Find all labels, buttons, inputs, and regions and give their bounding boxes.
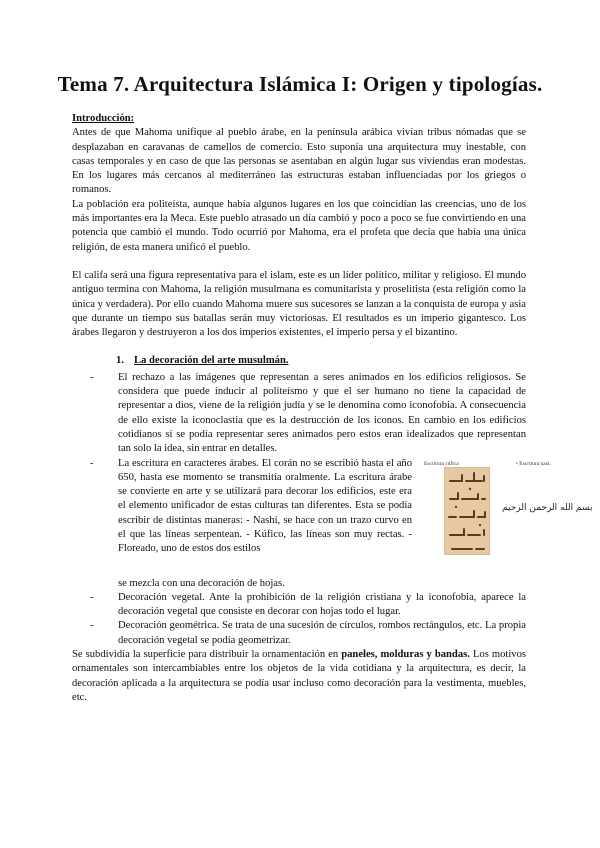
list-dash: - (90, 591, 94, 603)
calligraphy-figure (420, 457, 593, 577)
figure-caption-naskhi: • Escritura nasí. (516, 460, 551, 467)
list-item-text-continued: se mezcla con una decoración de hojas. (118, 577, 285, 589)
list-dash: - (90, 620, 94, 632)
spacer (72, 255, 526, 269)
page-title: Tema 7. Arquitectura Islámica I: Origen y tipologías. (57, 72, 543, 96)
document-body (72, 112, 593, 705)
decoration-list (72, 371, 593, 648)
list-item (72, 457, 593, 591)
list-dash: - (90, 371, 94, 383)
closing-text-b: Los motivos ornamentales son intercambiables entre los objetos de la vida cotidiana y la arquitectura, es decir, la decoración aplicada a la arquitectura se podía usar incluso como decoración para la vestimenta, muebles, etc. (72, 649, 527, 703)
closing-paragraph (72, 648, 526, 705)
list-dash: - (90, 457, 94, 469)
section-number: 1. (116, 355, 124, 367)
intro-paragraph-2: La población era politeísta, aunque había algunos lugares en los que coincidían las creencias, uno de los más importantes era la Meca. Este pueblo atrasado un día cambió y poco a poco se fue convirtiendo en una potencia que cambió el mundo. Todo ocurrió por Mahoma, era el profeta que decía que había una única religión, de esta manera unificó el pueblo. (72, 198, 526, 253)
list-item-text: El rechazo a las imágenes que representan a seres animados en los edificios religiosos. Se considera que puede inducir al politeísmo y que el ser humano no tiene la capacidad de representar a dios, viene de la religión judía y se le denomina como iconofobia. A consecuencia de ello existe la iconoclastia que es la destrucción de los iconos. En cambio en los edificios cotidianos sí se podía representar seres animados pero estos eran idealizados que representan tan solo la idea, sin entrar en detalles. (118, 371, 526, 455)
list-item (72, 371, 526, 457)
list-item-text: La escritura en caracteres árabes. El corán no se escribió hasta el año 650, hasta ese momento se transmitía oralmente. La escritura árabe se convierte en arte y se utilizará para decorar los edificios, este era el elemento unificador de estas culturas tan diferentes. Esta se podía escribir de distintas maneras: - Nashí, se hace con un trazo curvo en el que las líneas serpentean. - Kúfico, las líneas son muy rectas. - Floreado, uno de estos dos estilos (118, 457, 412, 555)
section-heading (116, 354, 526, 368)
figure-row (118, 457, 593, 577)
list-item (72, 619, 526, 648)
intro-paragraph-3: El califa será una figura representativa para el islam, este es un líder político, militar y religioso. El mundo antiguo termina con Mahoma, la religión musulmana es comunitarista y proselitista (esta religión como la única y verdadera). Por ello cuando Mahoma muere sus sucesores se lanzan a la conquista de europa y asia que durante un tiempo sus batallas serán muy victoriosas. El resultados es un imperio gigantesco. Los árabes llegaron y destruyeron a los dos imperios existentes, el imperio persa y el bizantino. (72, 269, 526, 339)
closing-bold-text: paneles, molduras y bandas. (341, 649, 470, 661)
naskhi-script-sample: بسم الله الرحمن الرحيم (502, 502, 593, 513)
intro-paragraph-1: Antes de que Mahoma unifique al pueblo árabe, en la península arábica vivían tribus nómadas que se desplazaban en caravanas de camellos de comercio. Esto suponía una arquitectura muy inestable, con casas temporales y en caso de que las personas se asentaban en algún lugar sus viviendas eran modestas. En los lugares más cercanos al mediterráneo las estructuras estaban influenciadas por los griegos o romanos. (72, 127, 526, 196)
figure-caption-kufic: Escritura cúfica (424, 460, 459, 467)
closing-text-a: Se subdividía la superficie para distribuir la ornamentación en (72, 649, 342, 661)
list-item-text: Decoración vegetal. Ante la prohibición de la religión cristiana y la iconofobia, aparece la decoración vegetal que consiste en decorar con hojas todo el lugar. (118, 591, 526, 618)
spacer (72, 340, 526, 354)
intro-heading: Introducción: (72, 113, 135, 124)
section-title: La decoración del arte musulmán. (134, 355, 289, 367)
list-item (72, 591, 526, 620)
list-item-text: Decoración geométrica. Se trata de una sucesión de círculos, rombos rectángulos, etc. La propia decoración vegetal se podía geometrizar. (118, 620, 526, 646)
kufic-manuscript-image (444, 467, 490, 555)
